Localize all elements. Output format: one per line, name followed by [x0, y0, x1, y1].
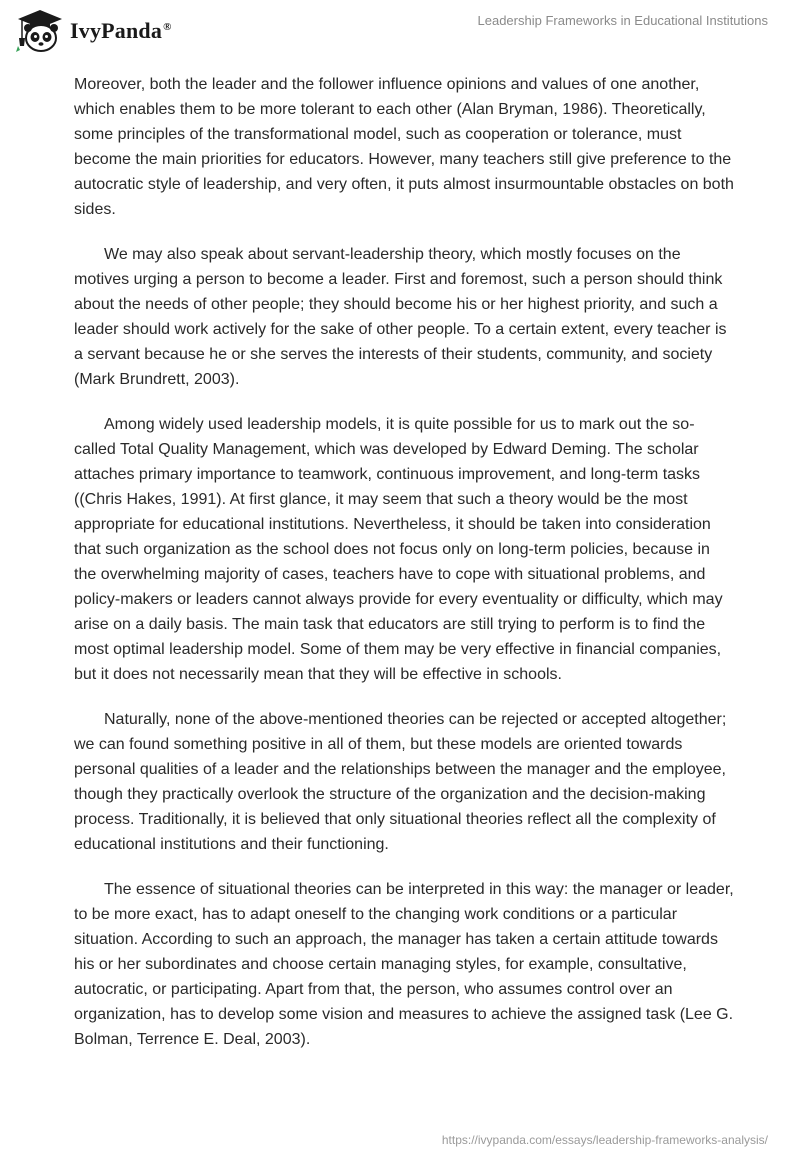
source-url[interactable]: https://ivypanda.com/essays/leadership-frameworks-analysis/	[441, 1133, 768, 1147]
document-title: Leadership Frameworks in Educational Institutions	[477, 13, 768, 28]
brand-name: IvyPanda®	[70, 18, 172, 43]
essay-body	[74, 72, 734, 1072]
paragraph-2: We may also speak about servant-leadership theory, which mostly focuses on the motives urging a person to become a leader. First and foremost, such a person should think about the needs of other people; they should become his or her highest priority, and such a leader should work actively for the sake of other people. To a certain extent, every teacher is a servant because he or she serves the interests of their students, community, and society (Mark Brundrett, 2003).	[74, 246, 727, 388]
paragraph-5: The essence of situational theories can be interpreted in this way: the manager or leader, to be more exact, has to adapt oneself to the changing work conditions or a particular situation. According to such an approach, the manager has taken a certain attitude towards his or her subordinates and choose certain managing styles, for example, consultative, autocratic, or participating. Apart from that, the person, who assumes control over an organization, has to develop some vision and measures to achieve the assigned task (Lee G. Bolman, Terrence E. Deal, 2003).	[74, 881, 734, 1048]
paragraph-4: Naturally, none of the above-mentioned theories can be rejected or accepted altogether; we can found something positive in all of them, but these models are oriented towards personal qualities of a leader and the relationships between the manager and the employee, though they practically overlook the structure of the organization and the decision-making process. Traditionally, it is believed that only situational theories reflect all the complexity of educational institutions and their functioning.	[74, 711, 727, 853]
paragraph-1: Moreover, both the leader and the follower influence opinions and values of one another, which enables them to be more tolerant to each other (Alan Bryman, 1986). Theoretically, some principles of the transformational model, such as cooperation or tolerance, must become the main priorities for educators. However, many teachers still give preference to the autocratic style of leadership, and very often, it puts almost insurmountable obstacles on both sides.	[74, 76, 734, 218]
panda-graduation-cap-icon	[14, 8, 66, 54]
page-header	[0, 0, 800, 60]
site-logo[interactable]	[14, 8, 172, 54]
registered-mark: ®	[163, 20, 172, 33]
paragraph-3: Among widely used leadership models, it is quite possible for us to mark out the so-called Total Quality Management, which was developed by Edward Deming. The scholar attaches primary importance to teamwork, continuous improvement, and long-term tasks ((Chris Hakes, 1991). At first glance, it may seem that such a theory would be the most appropriate for educational institutions. Nevertheless, it should be taken into consideration that such organization as the school does not focus only on long-term policies, because in the overwhelming majority of cases, teachers have to cope with situational problems, and policy-makers or leaders cannot always provide for every eventuality or difficulty, which may arise on a daily basis. The main task that educators are still trying to perform is to find the most optimal leadership model. Some of them may be very effective in financial companies, but it does not necessarily mean that they will be effective in schools.	[74, 416, 723, 683]
